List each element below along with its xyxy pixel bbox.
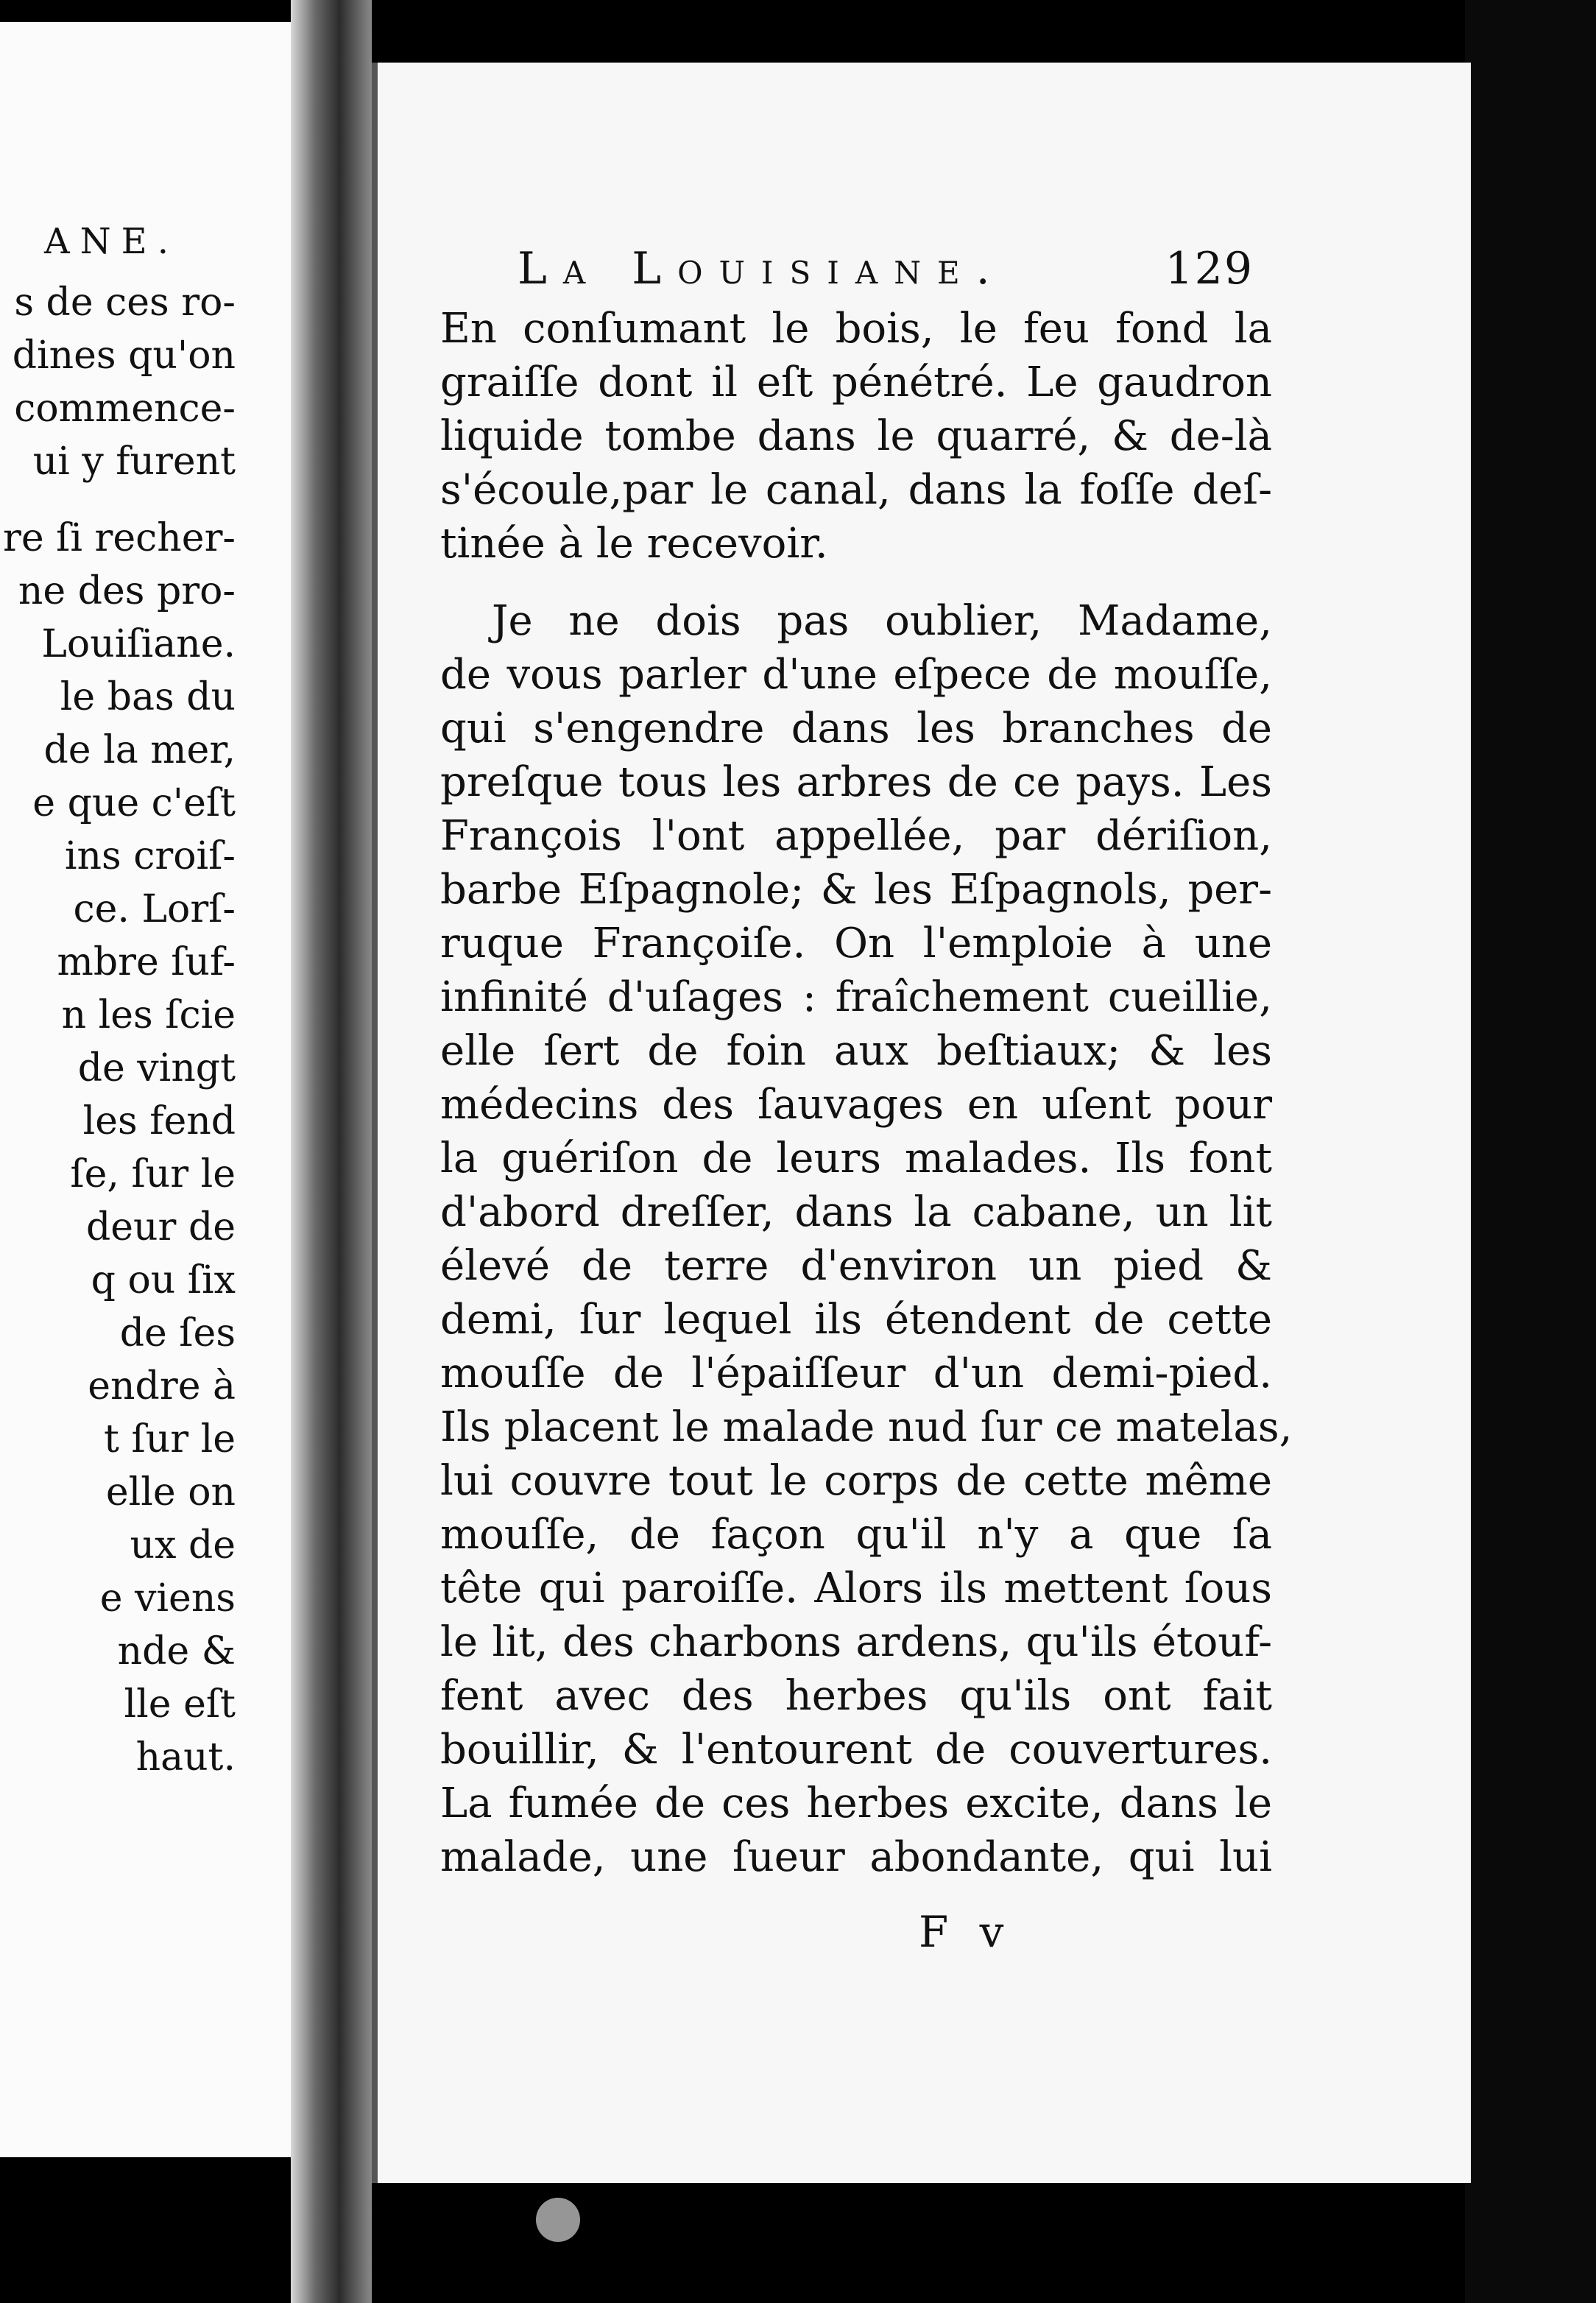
page-number: 129 — [1165, 243, 1254, 295]
text-line: graiſſe dont il eſt pénétré. Le gaudron — [440, 359, 1272, 406]
left-text-line: nde & — [117, 1629, 236, 1674]
text-line: Ils placent le malade nud ſur ce matelas, — [440, 1403, 1293, 1451]
left-text-line: ux de — [130, 1523, 236, 1567]
left-text-line: endre à — [88, 1364, 236, 1408]
text-line: liquide tombe dans le quarré, & de-là — [440, 412, 1272, 460]
left-page-text — [0, 276, 243, 1784]
text-line: qui s'engendre dans les branches de — [440, 705, 1272, 752]
scan-background — [1465, 0, 1596, 2303]
text-line: Je ne dois pas oublier, Madame, — [492, 597, 1272, 645]
text-line: médecins des ſauvages en uſent pour — [440, 1081, 1272, 1129]
left-text-line: dines qu'on — [12, 334, 236, 378]
text-line: La fumée de ces herbes excite, dans le — [440, 1780, 1272, 1827]
left-text-line: e que c'eſt — [32, 781, 236, 825]
left-text-line: t ſur le — [104, 1417, 236, 1461]
running-head: La Louisiane. — [518, 243, 1006, 295]
page-header — [518, 243, 1254, 309]
text-line: elle ſert de foin aux beſtiaux; & les — [440, 1027, 1272, 1075]
text-line: s'écoule,par le canal, dans la foſſe deſ- — [440, 466, 1272, 514]
left-text-line: ins croiſ- — [64, 834, 236, 878]
text-line: fent avec des herbes qu'ils ont fait — [440, 1672, 1272, 1720]
left-text-line: ne des pro- — [18, 569, 236, 613]
text-line: de vous parler d'une eſpece de mouſſe, — [440, 651, 1272, 699]
left-text-line: de vingt — [77, 1046, 236, 1090]
text-line: mouſſe, de façon qu'il n'y a que ſa — [440, 1511, 1272, 1559]
book-gutter — [291, 0, 372, 2303]
left-text-line: e viens — [99, 1576, 236, 1620]
left-text-line: s de ces ro- — [14, 281, 236, 325]
left-text-line: n les ſcie — [61, 993, 236, 1037]
text-line: bouillir, & l'entourent de couvertures. — [440, 1726, 1272, 1774]
text-line: demi, ſur lequel ils étendent de cette — [440, 1296, 1272, 1344]
left-text-line: re ſi recher- — [2, 516, 236, 560]
left-text-line: les fend — [82, 1099, 236, 1143]
text-line: le lit, des charbons ardens, qu'ils étouf- — [440, 1618, 1272, 1666]
text-line: tinée à le recevoir. — [440, 520, 828, 568]
text-line: mouſſe de l'épaiſſeur d'un demi-pied. — [440, 1350, 1272, 1397]
text-line: lui couvre tout le corps de cette même — [440, 1457, 1272, 1505]
left-text-line: mbre ſuf- — [57, 940, 236, 984]
left-text-line: haut. — [135, 1735, 236, 1780]
left-running-head: ANE. — [44, 221, 179, 262]
text-line: la guériſon de leurs malades. Ils font — [440, 1135, 1272, 1182]
text-line: barbe Eſpagnole; & les Eſpagnols, per- — [440, 866, 1272, 914]
text-line: preſque tous les arbres de ce pays. Les — [440, 758, 1272, 806]
text-line: d'abord dreſſer, dans la cabane, un lit — [440, 1188, 1272, 1236]
left-text-line: de la mer, — [43, 728, 236, 772]
text-line: François l'ont appellée, par dériſion, — [440, 812, 1272, 860]
text-line: élevé de terre d'environ un pied & — [440, 1242, 1272, 1290]
text-line: tête qui paroiſſe. Alors ils mettent ſous — [440, 1565, 1272, 1612]
left-text-line: commence- — [14, 387, 236, 431]
text-line: infinité d'uſages : fraîchement cueillie, — [440, 973, 1272, 1021]
signature-mark: F v — [919, 1907, 1013, 1957]
text-line: ruque Françoiſe. On l'emploie à une — [440, 920, 1272, 967]
text-line: En conſumant le bois, le feu fond la — [440, 305, 1272, 353]
left-text-line: Louiſiane. — [41, 622, 236, 666]
right-page — [372, 63, 1471, 2183]
text-line: malade, une ſueur abondante, qui lui — [440, 1833, 1272, 1881]
left-page — [0, 22, 291, 2157]
paper-stain — [536, 2198, 580, 2242]
left-text-line: de ſes — [119, 1311, 236, 1355]
left-text-line: deur de — [86, 1205, 236, 1249]
left-text-line: ſe, ſur le — [70, 1152, 236, 1196]
left-text-line: ui y furent — [32, 440, 236, 484]
left-text-line: le bas du — [60, 675, 236, 719]
left-text-line: lle eſt — [124, 1682, 236, 1727]
left-text-line: ce. Lorſ- — [73, 887, 236, 931]
body-text — [440, 302, 1293, 1884]
left-text-line: elle on — [105, 1470, 236, 1514]
left-text-line: q ou ſix — [91, 1258, 236, 1302]
